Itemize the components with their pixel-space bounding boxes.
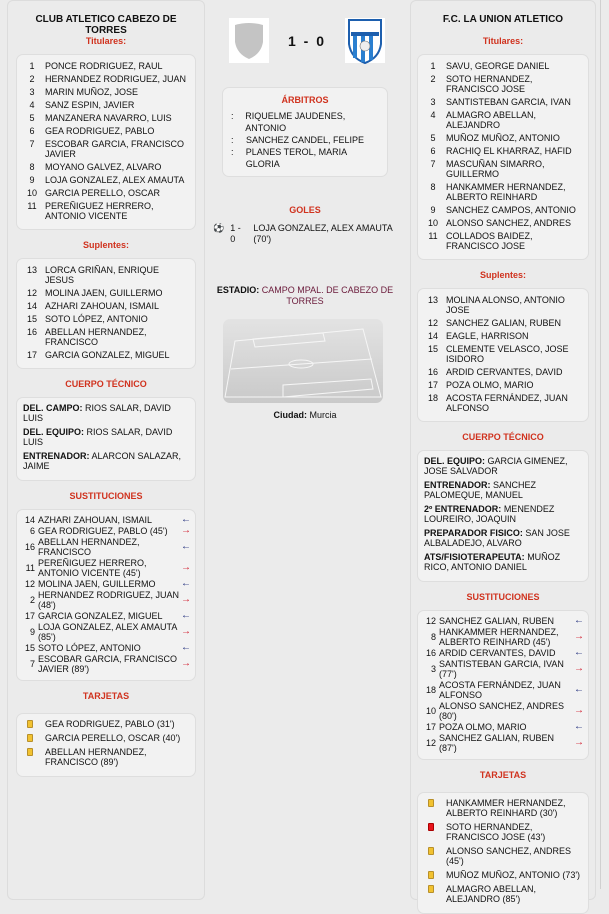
shirt-number: 9 bbox=[29, 175, 35, 185]
arrow-left-in-icon: ← bbox=[574, 615, 584, 626]
shirt-number: 12 bbox=[24, 579, 35, 589]
staff-row bbox=[23, 427, 189, 447]
player-name[interactable]: ALONSO SANCHEZ, ANDRES (45') bbox=[446, 846, 572, 866]
staff-name: MENENDEZ LOUREIRO, JOAQUIN bbox=[424, 504, 555, 524]
player-row[interactable] bbox=[424, 182, 582, 202]
yellow-card-icon bbox=[27, 748, 33, 756]
staff-role: ATS/FISIOTERAPEUTA: bbox=[424, 552, 525, 562]
staff-row bbox=[23, 451, 189, 471]
shirt-number: 17 bbox=[26, 350, 37, 360]
player-name[interactable]: ACOSTA FERNÁNDEZ, JUAN ALFONSO bbox=[446, 393, 568, 413]
referee-name: SANCHEZ CANDEL, FELIPE bbox=[246, 135, 365, 145]
player-name[interactable]: PONCE RODRIGUEZ, RAUL bbox=[45, 61, 163, 71]
substitutions-list bbox=[16, 509, 196, 681]
player-name[interactable]: MUÑOZ MUÑOZ, ANTONIO bbox=[446, 133, 560, 143]
cards-heading: TARJETAS bbox=[479, 770, 527, 780]
staff-name: RIOS SALAR, DAVID LUIS bbox=[23, 403, 171, 423]
shirt-number: 8 bbox=[430, 182, 436, 192]
player-row[interactable] bbox=[23, 314, 189, 324]
scrollbar-edge bbox=[600, 0, 601, 889]
player-name[interactable]: MOLINA ALONSO, ANTONIO JOSE bbox=[446, 295, 565, 315]
player-name[interactable]: ABELLAN HERNANDEZ, FRANCISCO (89') bbox=[45, 747, 147, 767]
staff-name: SAN JOSE ALBALADEJO, ALVARO bbox=[424, 528, 570, 548]
yellow-card-icon bbox=[428, 885, 434, 893]
player-row[interactable] bbox=[424, 380, 582, 390]
player-row[interactable] bbox=[424, 74, 582, 94]
player-row[interactable] bbox=[23, 188, 189, 198]
referee-row bbox=[229, 134, 381, 146]
player-name[interactable]: PEREÑIGUEZ HERRERO, ANTONIO VICENTE (45') bbox=[38, 558, 147, 578]
player-name[interactable]: ALONSO SANCHEZ, ANDRES (80') bbox=[439, 701, 565, 721]
player-name[interactable]: ESCOBAR GARCIA, FRANCISCO JAVIER (89') bbox=[38, 654, 178, 674]
player-row[interactable] bbox=[23, 162, 189, 172]
player-row[interactable] bbox=[424, 146, 582, 156]
player-row[interactable] bbox=[424, 133, 582, 143]
player-name[interactable]: POZA OLMO, MARIO bbox=[439, 722, 527, 732]
shirt-number: 8 bbox=[430, 632, 436, 642]
staff-name: SANCHEZ PALOMEQUE, MANUEL bbox=[424, 480, 537, 500]
goals-heading: GOLES bbox=[289, 205, 321, 215]
shirt-number: 2 bbox=[430, 74, 436, 84]
player-name[interactable]: MUÑOZ MUÑOZ, ANTONIO (73') bbox=[446, 870, 581, 880]
card-row bbox=[23, 719, 189, 729]
card-row bbox=[424, 846, 582, 866]
player-name[interactable]: RACHIQ EL KHARRAZ, HAFID bbox=[446, 146, 572, 156]
shirt-number: 13 bbox=[26, 265, 37, 275]
yellow-card-icon bbox=[428, 847, 434, 855]
player-name[interactable]: SOTO HERNANDEZ, FRANCISCO JOSE bbox=[446, 74, 533, 94]
player-name[interactable]: GEA RODRIGUEZ, PABLO (45') bbox=[38, 526, 168, 536]
player-name[interactable]: SANCHEZ GALIAN, RUBEN (87') bbox=[439, 733, 555, 753]
staff-name: MUÑOZ RICO, ANTONIO DANIEL bbox=[424, 552, 561, 572]
shirt-number: 6 bbox=[29, 526, 35, 536]
shirt-number: 9 bbox=[430, 205, 436, 215]
shirt-number: 8 bbox=[29, 162, 35, 172]
arrow-left-in-icon: ← bbox=[181, 642, 191, 653]
player-row[interactable] bbox=[23, 175, 189, 185]
staff-heading: CUERPO TÉCNICO bbox=[462, 432, 544, 442]
pitch-image bbox=[223, 319, 383, 403]
player-name[interactable]: ARDID CERVANTES, DAVID bbox=[446, 367, 563, 377]
referee-name: PLANES TEROL, MARIA GLORIA bbox=[245, 147, 347, 169]
cards-heading: TARJETAS bbox=[82, 691, 130, 701]
player-name[interactable]: MOLINA JAEN, GUILLERMO bbox=[45, 288, 163, 298]
red-card-icon bbox=[428, 823, 434, 831]
arrow-right-out-icon: → bbox=[181, 658, 191, 669]
arrow-left-in-icon: ← bbox=[181, 541, 191, 552]
player-name[interactable]: MANZANERA NAVARRO, LUIS bbox=[45, 113, 172, 123]
substitution-row bbox=[21, 515, 191, 525]
player-row[interactable] bbox=[424, 331, 582, 341]
card-row bbox=[23, 733, 189, 743]
yellow-card-icon bbox=[428, 871, 434, 879]
shirt-number: 4 bbox=[430, 110, 436, 120]
player-name[interactable]: SANTISTEBAN GARCIA, IVAN bbox=[446, 97, 571, 107]
player-name[interactable]: GEA RODRIGUEZ, PABLO (31') bbox=[45, 719, 175, 729]
arrow-left-in-icon: ← bbox=[574, 647, 584, 658]
shirt-number: 14 bbox=[24, 515, 35, 525]
player-name[interactable]: SANCHEZ CAMPOS, ANTONIO bbox=[446, 205, 576, 215]
player-name[interactable]: PEREÑIGUEZ HERRERO, ANTONIO VICENTE bbox=[45, 201, 154, 221]
player-name[interactable]: GEA RODRIGUEZ, PABLO bbox=[45, 126, 155, 136]
substitutes-heading: Suplentes: bbox=[479, 270, 526, 280]
card-row bbox=[424, 870, 582, 880]
shirt-number: 9 bbox=[29, 627, 35, 637]
player-row[interactable] bbox=[23, 139, 189, 159]
substitution-row bbox=[422, 733, 584, 753]
player-row[interactable] bbox=[424, 159, 582, 179]
player-row[interactable] bbox=[23, 265, 189, 285]
shirt-number: 10 bbox=[427, 218, 438, 228]
player-name[interactable]: HANKAMMER HERNANDEZ, ALBERTO REINHARD (45') bbox=[439, 627, 559, 647]
shirt-number: 16 bbox=[26, 327, 37, 337]
substitution-row bbox=[422, 648, 584, 658]
player-name[interactable]: GARCIA GONZALEZ, MIGUEL bbox=[38, 611, 163, 621]
substitutions-heading: SUSTITUCIONES bbox=[69, 491, 143, 501]
shirt-number: 1 bbox=[29, 61, 35, 71]
player-name[interactable]: HERNANDEZ RODRIGUEZ, JUAN bbox=[45, 74, 187, 84]
player-row[interactable] bbox=[424, 218, 582, 228]
substitution-row bbox=[422, 659, 584, 679]
substitution-row bbox=[422, 627, 584, 647]
player-name[interactable]: ALONSO SANCHEZ, ANDRES bbox=[446, 218, 572, 228]
starters-heading: Titulares: bbox=[482, 36, 524, 46]
staff-role: DEL. EQUIPO: bbox=[424, 456, 486, 466]
player-row[interactable] bbox=[23, 301, 189, 311]
player-name[interactable]: SAVU, GEORGE DANIEL bbox=[446, 61, 550, 71]
referee-name: RIQUELME JAUDENES, ANTONIO bbox=[245, 111, 346, 133]
shirt-number: 15 bbox=[26, 314, 37, 324]
substitutes-heading: Suplentes: bbox=[82, 240, 129, 250]
shirt-number: 15 bbox=[427, 344, 438, 354]
staff-list bbox=[417, 450, 589, 582]
substitution-row bbox=[422, 680, 584, 700]
match-info-panel bbox=[205, 0, 405, 420]
team-name[interactable]: CLUB ATLETICO CABEZO DE TORRES bbox=[35, 14, 177, 36]
goal-score: 1 - 0 bbox=[230, 223, 241, 244]
substitution-row bbox=[21, 558, 191, 578]
arrow-right-out-icon: → bbox=[574, 737, 584, 748]
player-row[interactable] bbox=[424, 344, 582, 364]
player-name[interactable]: MOLINA JAEN, GUILLERMO bbox=[38, 579, 156, 589]
referee-role: : bbox=[231, 147, 234, 157]
player-name[interactable]: SANTISTEBAN GARCIA, IVAN (77') bbox=[439, 659, 564, 679]
player-row[interactable] bbox=[23, 350, 189, 360]
staff-row bbox=[424, 480, 582, 500]
shirt-number: 11 bbox=[25, 563, 35, 573]
substitutes-list bbox=[16, 258, 196, 369]
staff-list bbox=[16, 397, 196, 481]
arrow-right-out-icon: → bbox=[574, 631, 584, 642]
arrow-right-out-icon: → bbox=[181, 626, 191, 637]
player-name[interactable]: GARCIA PERELLO, OSCAR (40') bbox=[45, 733, 181, 743]
substitution-row bbox=[21, 622, 191, 642]
home-team-panel bbox=[7, 0, 205, 900]
shirt-number: 18 bbox=[427, 393, 438, 403]
player-name[interactable]: SANCHEZ GALIAN, RUBEN bbox=[446, 318, 562, 328]
player-name[interactable]: SOTO HERNANDEZ, FRANCISCO JOSE (43') bbox=[446, 822, 546, 842]
home-team-crest[interactable] bbox=[229, 18, 269, 63]
shirt-number: 3 bbox=[29, 87, 35, 97]
shirt-number: 12 bbox=[26, 288, 37, 298]
player-row[interactable] bbox=[424, 61, 582, 71]
shirt-number: 11 bbox=[27, 201, 37, 211]
shirt-number: 18 bbox=[425, 685, 436, 695]
card-row bbox=[23, 747, 189, 767]
player-name[interactable]: SANCHEZ GALIAN, RUBEN bbox=[439, 616, 555, 626]
player-name[interactable]: LOJA GONZALEZ, ALEX AMAUTA bbox=[45, 175, 185, 185]
player-name[interactable]: HANKAMMER HERNANDEZ, ALBERTO REINHARD bbox=[446, 182, 566, 202]
shirt-number: 1 bbox=[430, 61, 436, 71]
city-label: Ciudad: bbox=[273, 410, 307, 420]
player-name[interactable]: MOYANO GALVEZ, ALVARO bbox=[45, 162, 162, 172]
starters-list bbox=[16, 54, 196, 230]
shirt-number: 10 bbox=[26, 188, 37, 198]
staff-row bbox=[424, 528, 582, 548]
player-row[interactable] bbox=[424, 295, 582, 315]
player-name[interactable]: ACOSTA FERNÁNDEZ, JUAN ALFONSO bbox=[439, 680, 561, 700]
shirt-number: 6 bbox=[29, 126, 35, 136]
substitution-row bbox=[21, 611, 191, 621]
arrow-right-out-icon: → bbox=[574, 663, 584, 674]
shirt-number: 15 bbox=[24, 643, 35, 653]
player-name[interactable]: GARCIA PERELLO, OSCAR bbox=[45, 188, 161, 198]
player-name[interactable]: LOJA GONZALEZ, ALEX AMAUTA (85') bbox=[38, 622, 177, 642]
substitution-row bbox=[21, 537, 191, 557]
arrow-right-out-icon: → bbox=[574, 705, 584, 716]
substitution-row bbox=[21, 526, 191, 536]
away-team-crest[interactable] bbox=[345, 18, 385, 63]
starters-list bbox=[417, 54, 589, 260]
player-name[interactable]: ARDID CERVANTES, DAVID bbox=[439, 648, 556, 658]
shirt-number: 2 bbox=[29, 595, 35, 605]
referees-heading: ÁRBITROS bbox=[281, 95, 329, 105]
shirt-number: 7 bbox=[430, 159, 436, 169]
shirt-number: 13 bbox=[427, 295, 438, 305]
player-row[interactable] bbox=[23, 74, 189, 84]
substitution-row bbox=[422, 616, 584, 626]
card-row bbox=[424, 884, 582, 904]
stadium-name[interactable]: CAMPO MPAL. DE CABEZO DE TORRES bbox=[261, 285, 394, 306]
player-name[interactable]: ALMAGRO ABELLAN, ALEJANDRO bbox=[446, 110, 537, 130]
staff-role: DEL. EQUIPO: bbox=[23, 427, 85, 437]
player-name[interactable]: SOTO LÓPEZ, ANTONIO bbox=[38, 643, 141, 653]
staff-heading: CUERPO TÉCNICO bbox=[65, 379, 147, 389]
arrow-left-in-icon: ← bbox=[574, 721, 584, 732]
player-name[interactable]: ABELLAN HERNANDEZ, FRANCISCO bbox=[45, 327, 147, 347]
player-name[interactable]: COLLADOS BAIDEZ, FRANCISCO JOSE bbox=[446, 231, 533, 251]
shirt-number: 6 bbox=[430, 146, 436, 156]
player-name[interactable]: AZHARI ZAHOUAN, ISMAIL bbox=[45, 301, 160, 311]
shirt-number: 12 bbox=[425, 738, 436, 748]
referee-row bbox=[229, 146, 381, 170]
shirt-number: 5 bbox=[430, 133, 436, 143]
player-name[interactable]: GARCIA GONZALEZ, MIGUEL bbox=[45, 350, 170, 360]
shirt-number: 17 bbox=[425, 722, 436, 732]
cards-list bbox=[16, 713, 196, 777]
player-row[interactable] bbox=[424, 318, 582, 328]
staff-role: 2º ENTRENADOR: bbox=[424, 504, 502, 514]
substitutions-list bbox=[417, 610, 589, 760]
shirt-number: 16 bbox=[24, 542, 35, 552]
away-team-panel bbox=[410, 0, 596, 904]
player-name[interactable]: SOTO LÓPEZ, ANTONIO bbox=[45, 314, 148, 324]
cards-list bbox=[417, 792, 589, 914]
player-name[interactable]: SANZ ESPIN, JAVIER bbox=[45, 100, 135, 110]
substitutes-list bbox=[417, 288, 589, 422]
player-row[interactable] bbox=[23, 87, 189, 97]
card-row bbox=[424, 798, 582, 818]
city-name: Murcia bbox=[309, 410, 337, 420]
arrow-left-in-icon: ← bbox=[181, 578, 191, 589]
arrow-left-in-icon: ← bbox=[181, 514, 191, 525]
goal-scorer[interactable]: LOJA GONZALEZ, ALEX AMAUTA (70') bbox=[253, 223, 393, 244]
referees-box bbox=[222, 87, 388, 177]
arrow-right-out-icon: → bbox=[181, 525, 191, 536]
staff-row bbox=[424, 456, 582, 476]
substitution-row bbox=[21, 654, 191, 674]
soccer-ball-icon: ⚽ bbox=[213, 223, 225, 233]
player-row[interactable] bbox=[23, 113, 189, 123]
player-row[interactable] bbox=[23, 288, 189, 298]
player-name[interactable]: ABELLAN HERNANDEZ, FRANCISCO bbox=[38, 537, 140, 557]
player-row[interactable] bbox=[424, 367, 582, 377]
player-name[interactable]: ALMAGRO ABELLAN, ALEJANDRO (85') bbox=[446, 884, 537, 904]
player-name[interactable]: HANKAMMER HERNANDEZ, ALBERTO REINHARD (30') bbox=[446, 798, 566, 818]
player-row[interactable] bbox=[23, 201, 189, 221]
staff-role: ENTRENADOR: bbox=[23, 451, 90, 461]
city-info bbox=[205, 410, 405, 420]
player-name[interactable]: CLEMENTE VELASCO, JOSE ISIDORO bbox=[446, 344, 569, 364]
shirt-number: 12 bbox=[425, 616, 436, 626]
substitution-row bbox=[422, 701, 584, 721]
card-row bbox=[424, 822, 582, 842]
arrow-left-in-icon: ← bbox=[181, 610, 191, 621]
shirt-number: 12 bbox=[427, 318, 438, 328]
player-name[interactable]: EAGLE, HARRISON bbox=[446, 331, 529, 341]
player-row[interactable] bbox=[424, 110, 582, 130]
player-name[interactable]: AZHARI ZAHOUAN, ISMAIL bbox=[38, 515, 153, 525]
yellow-card-icon bbox=[27, 734, 33, 742]
shirt-number: 14 bbox=[427, 331, 438, 341]
substitution-row bbox=[21, 590, 191, 610]
substitution-row bbox=[21, 643, 191, 653]
shirt-number: 17 bbox=[24, 611, 35, 621]
substitution-row bbox=[422, 722, 584, 732]
player-row[interactable] bbox=[23, 126, 189, 136]
goal-row bbox=[213, 223, 405, 245]
shirt-number: 16 bbox=[425, 648, 436, 658]
referee-row bbox=[229, 110, 381, 134]
arrow-left-in-icon: ← bbox=[574, 684, 584, 695]
stadium-info bbox=[205, 285, 405, 307]
shirt-number: 16 bbox=[427, 367, 438, 377]
arrow-right-out-icon: → bbox=[181, 594, 191, 605]
score: 1 - 0 bbox=[287, 32, 326, 49]
shirt-number: 17 bbox=[427, 380, 438, 390]
player-row[interactable] bbox=[424, 231, 582, 251]
player-row[interactable] bbox=[23, 61, 189, 71]
player-row[interactable] bbox=[424, 393, 582, 413]
referee-role: : bbox=[231, 111, 234, 121]
starters-heading: Titulares: bbox=[85, 36, 127, 46]
shirt-number: 2 bbox=[29, 74, 35, 84]
staff-name: ALARCON SALAZAR, JAIME bbox=[23, 451, 182, 471]
arrow-right-out-icon: → bbox=[181, 562, 191, 573]
substitution-row bbox=[21, 579, 191, 589]
staff-role: PREPARADOR FISICO: bbox=[424, 528, 523, 538]
staff-row bbox=[424, 504, 582, 524]
player-name[interactable]: MASCUÑAN SIMARRO, GUILLERMO bbox=[446, 159, 545, 179]
staff-row bbox=[424, 552, 582, 572]
referee-role: : bbox=[231, 135, 234, 145]
team-name[interactable]: F.C. LA UNION ATLETICO bbox=[442, 14, 564, 25]
shirt-number: 5 bbox=[29, 113, 35, 123]
player-name[interactable]: LORCA GRIÑAN, ENRIQUE JESUS bbox=[45, 265, 160, 285]
substitutions-heading: SUSTITUCIONES bbox=[466, 592, 540, 602]
player-name[interactable]: ESCOBAR GARCIA, FRANCISCO JAVIER bbox=[45, 139, 185, 159]
player-row[interactable] bbox=[424, 205, 582, 215]
shirt-number: 3 bbox=[430, 664, 436, 674]
staff-row bbox=[23, 403, 189, 423]
staff-name: GARCIA GIMENEZ, JOSE SALVADOR bbox=[424, 456, 568, 476]
player-name[interactable]: HERNANDEZ RODRIGUEZ, JUAN (48') bbox=[38, 590, 180, 610]
player-row[interactable] bbox=[23, 100, 189, 110]
shirt-number: 7 bbox=[29, 139, 35, 149]
shirt-number: 10 bbox=[425, 706, 436, 716]
staff-role: DEL. CAMPO: bbox=[23, 403, 83, 413]
yellow-card-icon bbox=[27, 720, 33, 728]
shirt-number: 11 bbox=[428, 231, 438, 241]
yellow-card-icon bbox=[428, 799, 434, 807]
shirt-number: 3 bbox=[430, 97, 436, 107]
shirt-number: 14 bbox=[26, 301, 37, 311]
stadium-label: ESTADIO: bbox=[216, 285, 260, 295]
shirt-number: 7 bbox=[29, 659, 35, 669]
player-name[interactable]: MARIN MUÑOZ, JOSE bbox=[45, 87, 139, 97]
player-row[interactable] bbox=[424, 97, 582, 107]
player-name[interactable]: POZA OLMO, MARIO bbox=[446, 380, 534, 390]
staff-name: RIOS SALAR, DAVID LUIS bbox=[23, 427, 173, 447]
staff-role: ENTRENADOR: bbox=[424, 480, 491, 490]
shirt-number: 4 bbox=[29, 100, 35, 110]
player-row[interactable] bbox=[23, 327, 189, 347]
